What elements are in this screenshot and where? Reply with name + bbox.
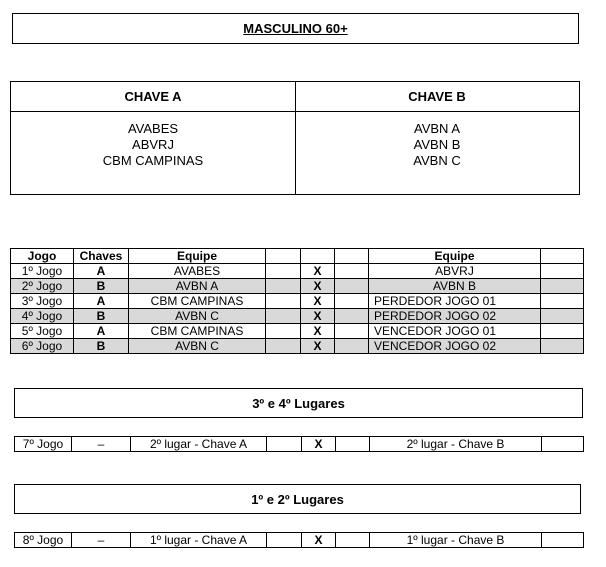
table-row (15, 533, 584, 548)
third-place-title (14, 388, 583, 418)
game-vs: X (302, 437, 336, 452)
game-team-left: CBM CAMPINAS (129, 324, 266, 339)
blank-cell (542, 437, 584, 452)
blank-cell (267, 533, 302, 548)
group-a-header: CHAVE A (11, 82, 295, 112)
games-table-header-row (11, 249, 584, 264)
game-group: A (74, 264, 129, 279)
game-group: B (74, 309, 129, 324)
game-group: B (74, 339, 129, 354)
group-a (11, 82, 296, 194)
table-row (15, 437, 584, 452)
groups-table (10, 81, 580, 195)
blank-cell (266, 324, 301, 339)
game-vs: X (301, 339, 335, 354)
games-table (10, 248, 584, 354)
final-table (14, 532, 584, 548)
game-team-right: 1º lugar - Chave B (370, 533, 542, 548)
header-chaves: Chaves (74, 249, 129, 264)
group-b-header: CHAVE B (295, 82, 579, 112)
blank-cell (266, 279, 301, 294)
table-row (11, 279, 584, 294)
blank-cell (541, 294, 584, 309)
blank-cell (542, 533, 584, 548)
page-title-text: MASCULINO 60+ (243, 21, 348, 36)
final-title (14, 484, 581, 514)
game-team-left: 2º lugar - Chave A (131, 437, 267, 452)
blank-cell (335, 264, 369, 279)
game-team-left: CBM CAMPINAS (129, 294, 266, 309)
header-blank (301, 249, 335, 264)
blank-cell (266, 264, 301, 279)
game-team-right: 2º lugar - Chave B (370, 437, 542, 452)
header-jogo: Jogo (11, 249, 74, 264)
game-group: B (74, 279, 129, 294)
header-equipe-left: Equipe (129, 249, 266, 264)
header-equipe-right: Equipe (369, 249, 541, 264)
final-title-text: 1º e 2º Lugares (251, 491, 344, 507)
game-vs: X (301, 294, 335, 309)
group-b-team: AVBN A (413, 121, 460, 136)
header-blank (541, 249, 584, 264)
group-a-team: AVABES (127, 121, 179, 136)
game-vs: X (301, 264, 335, 279)
blank-cell (335, 339, 369, 354)
blank-cell (266, 309, 301, 324)
blank-cell (541, 309, 584, 324)
game-number: 7º Jogo (15, 437, 72, 452)
blank-cell (335, 324, 369, 339)
game-team-right: VENCEDOR JOGO 01 (369, 324, 541, 339)
group-b-team: AVBN B (413, 137, 461, 152)
game-team-left: AVBN A (129, 279, 266, 294)
game-team-right: VENCEDOR JOGO 02 (369, 339, 541, 354)
game-group: A (74, 294, 129, 309)
third-place-title-text: 3º e 4º Lugares (252, 395, 345, 411)
game-team-left: AVBN C (129, 339, 266, 354)
blank-cell (266, 294, 301, 309)
table-row (11, 324, 584, 339)
game-vs: X (301, 279, 335, 294)
game-team-right: AVBN B (369, 279, 541, 294)
game-number: 5º Jogo (11, 324, 74, 339)
group-b-teams (295, 112, 579, 169)
group-a-team: CBM CAMPINAS (102, 153, 204, 168)
blank-cell (541, 279, 584, 294)
game-group: – (72, 437, 131, 452)
group-b-team: AVBN C (413, 153, 461, 168)
page-title (12, 13, 579, 44)
blank-cell (335, 294, 369, 309)
game-vs: X (302, 533, 336, 548)
game-team-right: PERDEDOR JOGO 02 (369, 309, 541, 324)
game-vs: X (301, 324, 335, 339)
game-number: 1º Jogo (11, 264, 74, 279)
blank-cell (541, 324, 584, 339)
game-number: 2º Jogo (11, 279, 74, 294)
game-number: 6º Jogo (11, 339, 74, 354)
game-group: A (74, 324, 129, 339)
game-team-left: AVABES (129, 264, 266, 279)
blank-cell (336, 533, 370, 548)
header-blank (266, 249, 301, 264)
game-number: 4º Jogo (11, 309, 74, 324)
blank-cell (267, 437, 302, 452)
game-team-left: 1º lugar - Chave A (131, 533, 267, 548)
table-row (11, 294, 584, 309)
game-number: 3º Jogo (11, 294, 74, 309)
game-team-right: PERDEDOR JOGO 01 (369, 294, 541, 309)
game-number: 8º Jogo (15, 533, 72, 548)
game-group: – (72, 533, 131, 548)
blank-cell (335, 309, 369, 324)
third-place-table (14, 436, 584, 452)
blank-cell (336, 437, 370, 452)
game-team-right: ABVRJ (369, 264, 541, 279)
game-team-left: AVBN C (129, 309, 266, 324)
blank-cell (541, 339, 584, 354)
table-row (11, 309, 584, 324)
blank-cell (335, 279, 369, 294)
table-row (11, 339, 584, 354)
game-vs: X (301, 309, 335, 324)
group-b (295, 82, 579, 194)
group-a-teams (11, 112, 295, 169)
table-row (11, 264, 584, 279)
header-blank (335, 249, 369, 264)
blank-cell (541, 264, 584, 279)
blank-cell (266, 339, 301, 354)
group-a-team: ABVRJ (132, 137, 174, 152)
